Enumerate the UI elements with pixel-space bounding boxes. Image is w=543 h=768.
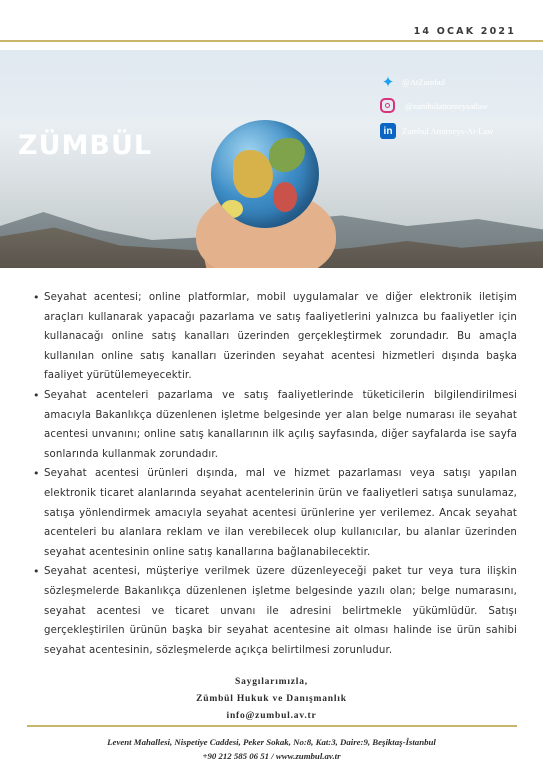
list-item: • Seyahat acentesi ürünleri dışında, mal ve hizmet pazarlaması veya satışı yapılan elektronik ticaret alanlarında seyahat acentelerinin ürün ve faaliyetleri satışa sunulamaz, satışa yönlendirmek amacıyla seyahat acentesi ürünlerine yer verilemez. Ancak seyahat acenteleri bu alanlara reklam ve ilan verebilecek olup kullanıcılar, bu alanlar üzerinden seyahat acentesinin online satış kanallarına bağlanabilecektir. [33,464,517,562]
list-item: • Seyahat acentesi, müşteriye verilmek üzere düzenleyeceği paket tur veya tura ilişkin sözleşmelerde Bakanlıkça düzenlenen işletme belgesinde yazılı olan; belge numarasını, seyahat acentesi ve ticaret unvanı ile adresini belirtmekle yükümlüdür. Satışı gerçekleştirilen ürünün başka bir seyahat acentesine ait olması halinde ise ürün sahibi seyahat acentesinin, sözleşmelerde açıkça belirtilmesi zorunludur. [33,562,517,660]
top-divider [0,40,543,42]
social-label: @AtZumbul [402,77,446,87]
social-twitter[interactable] [380,74,445,90]
article-body [33,288,517,660]
company-logo: ZÜMBÜL [18,130,153,161]
social-linkedin[interactable] [380,123,493,139]
social-label: @zumbulattorneysatlaw [405,100,488,111]
footer-address: Levent Mahallesi, Nispetiye Caddesi, Peker Sokak, No:8, Kat:3, Daire:9, Beşiktaş-İstanbul [107,737,436,747]
signoff-block [0,674,543,725]
footer-contact[interactable]: +90 212 585 06 51 / www.zumbul.av.tr [202,751,341,761]
linkedin-icon: in [380,123,396,139]
list-item: • Seyahat acentesi; online platformlar, mobil uygulamalar ve diğer elektronik iletişim araçları kullanarak yapacağı pazarlama ve satış faaliyetlerini yalnızca bu faaliyetler için kullanacağı online satış kanalları üzerinden gerçekleştirmek zorundadır. Bu amaçla kullanılan online satış kanalları üzerinden seyahat acentesi hizmetleri dışında başka faaliyet yürütülemeyecektir. [33,288,517,386]
social-label: Zumbul Attorneys-At-Law [402,126,494,136]
instagram-icon [380,98,395,113]
footer [0,735,543,763]
list-item: • Seyahat acenteleri pazarlama ve satış faaliyetlerinde tüketicilerin bilgilendirilmesi amacıyla Bakanlıkça düzenlenen işletme belgesinde yer alan belge numarası ile seyahat acentesi unvanını; online satış kanallarının ilk açılış sayfasında, diğer sayfalarda ise sayfa sonlarında kullanmak zorundadır. [33,386,517,464]
globe-image [211,120,319,228]
twitter-icon: ✦ [381,74,395,91]
greeting: Saygılarımızla, [235,677,308,687]
document-date: 14 OCAK 2021 [413,26,516,37]
bottom-divider [27,725,517,727]
email-link[interactable]: info@zumbul.av.tr [226,711,317,721]
bullet-list [33,288,517,660]
header-banner [0,50,543,268]
social-instagram[interactable] [380,98,488,113]
firm-name: Zümbül Hukuk ve Danışmanlık [196,694,347,704]
